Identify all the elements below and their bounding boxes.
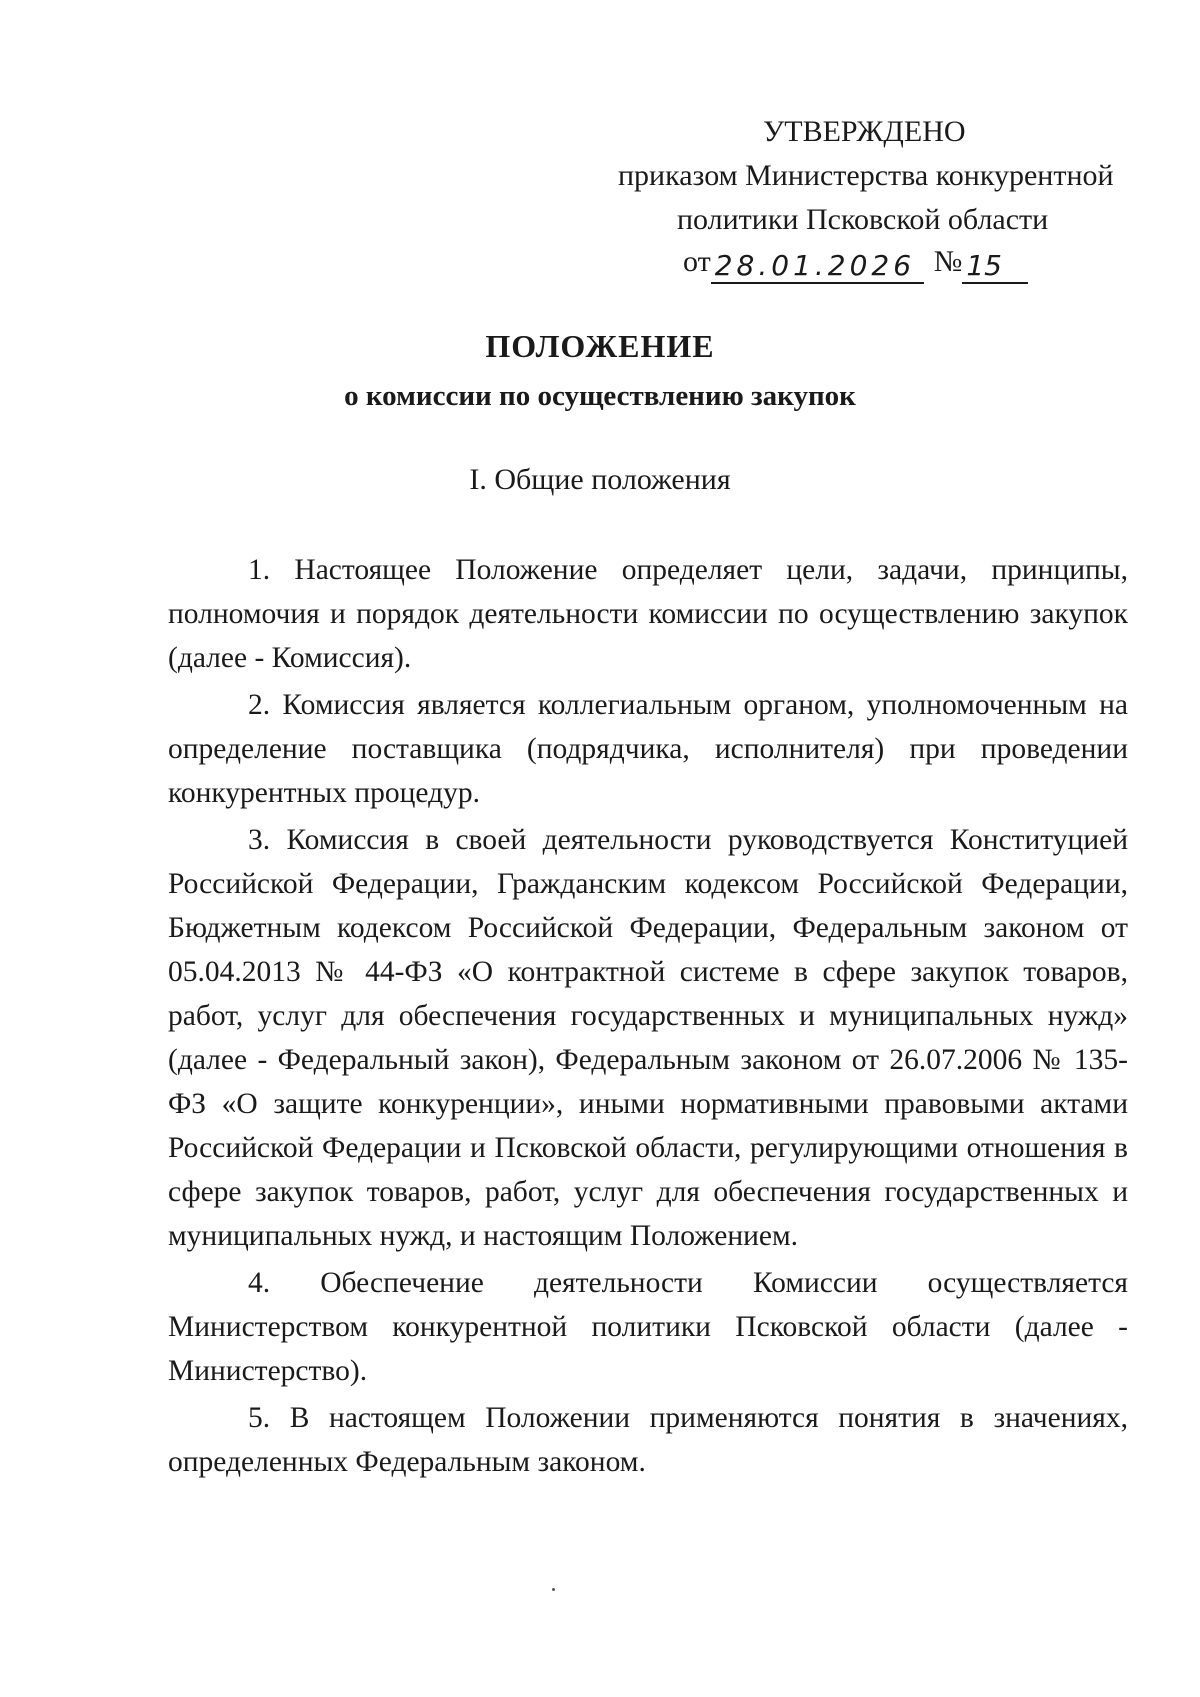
document-body	[168, 548, 1128, 1487]
paragraph-5: 5. В настоящем Положении применяются понятия в значениях, определенных Федеральным законом.	[168, 1402, 1128, 1478]
document-title: ПОЛОЖЕНИЕ	[485, 328, 715, 364]
approval-title: УТВЕРЖДЕНО	[763, 115, 966, 148]
number-prefix: №	[933, 245, 963, 278]
handwritten-date: 28.01.2026	[711, 250, 924, 284]
section-heading: I. Общие положения	[469, 463, 731, 496]
date-prefix: от	[683, 245, 711, 278]
approval-date-row	[683, 240, 1028, 284]
document-subtitle: о комиссии по осуществлению закупок	[344, 380, 856, 412]
handwritten-number: 15	[962, 250, 1028, 284]
paragraph-3: 3. Комиссия в своей деятельности руководствуется Конституцией Российской Федерации, Гражданским кодексом Российской Федерации, Бюджетным кодексом Российской Федерации, Федеральным законом от 05.04.2013 № 44-ФЗ «О контрактной системе в сфере закупок товаров, работ, услуг для обеспечения государственных и муниципальных нужд» (далее - Федеральный закон), Федеральным законом от 26.07.2006 № 135-ФЗ «О защите конкуренции», иными нормативными правовыми актами Российской Федерации и Псковской области, регулирующими отношения в сфере закупок товаров, работ, услуг для обеспечения государственных и муниципальных нужд, и настоящим Положением.	[168, 824, 1128, 1252]
scan-speck	[552, 1588, 555, 1591]
paragraph-4: 4. Обеспечение деятельности Комиссии осуществляется Министерством конкурентной политики Псковской области (далее - Министерство).	[168, 1267, 1128, 1387]
paragraph-2: 2. Комиссия является коллегиальным органом, уполномоченным на определение поставщика (подрядчика, исполнителя) при проведении конкурентных процедур.	[168, 689, 1128, 809]
paragraph-1: 1. Настоящее Положение определяет цели, задачи, принципы, полномочия и порядок деятельности комиссии по осуществлению закупок (далее - Комиссия).	[168, 554, 1128, 674]
approval-order-line: приказом Министерства конкурентной	[618, 159, 1114, 192]
approval-ministry-line: политики Псковской области	[677, 203, 1049, 236]
